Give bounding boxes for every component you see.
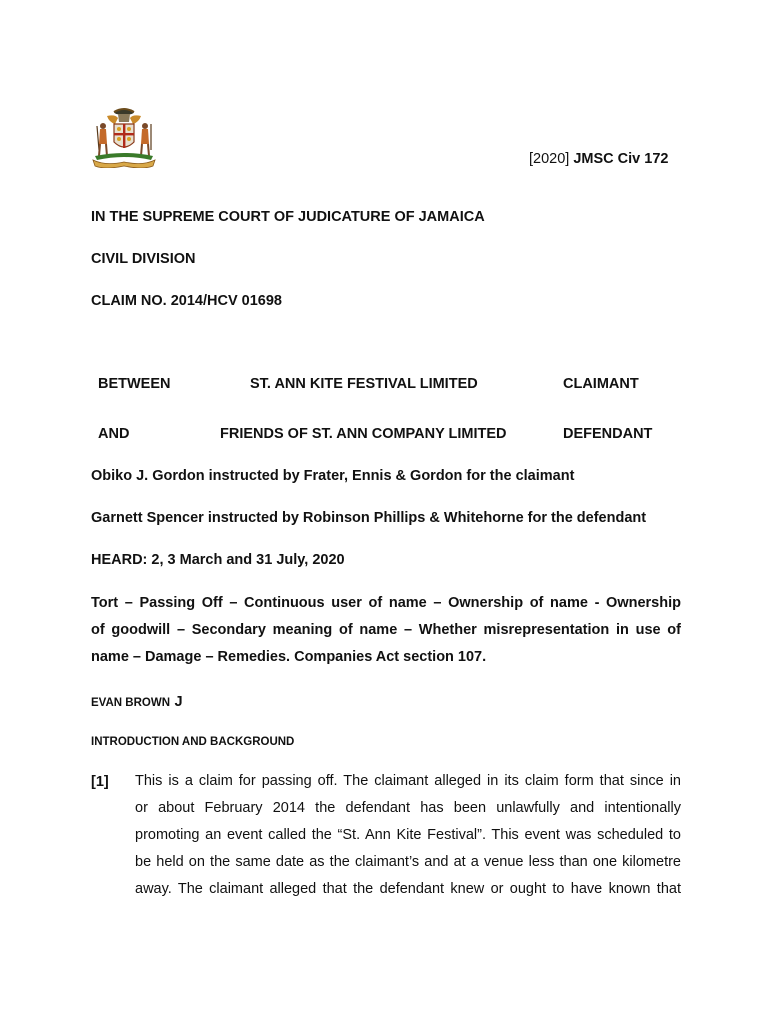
paragraph-line: or about February 2014 the defendant has been unlawfully and intentionally: [135, 800, 681, 816]
defendant-name: FRIENDS OF ST. ANN COMPANY LIMITED: [220, 426, 507, 442]
catchwords-line: Tort – Passing Off – Continuous user of name – Ownership of name - Ownership: [91, 595, 681, 611]
section-heading: INTRODUCTION AND BACKGROUND: [91, 736, 295, 748]
citation-year: [2020]: [529, 151, 570, 167]
judge-surname: EVAN BROWN: [91, 697, 171, 709]
judge-name: [91, 693, 183, 711]
party-role-and: AND: [98, 426, 130, 442]
party-role-between: BETWEEN: [98, 376, 171, 392]
neutral-citation: [529, 151, 668, 167]
claimant-counsel: Obiko J. Gordon instructed by Frater, Ennis & Gordon for the claimant: [91, 468, 575, 484]
catchwords-line: of goodwill – Secondary meaning of name – Whether misrepresentation in use of: [91, 622, 681, 638]
coat-of-arms-logo: [85, 104, 163, 168]
judge-title: J: [174, 694, 183, 710]
paragraph-line: be held on the same date as the claimant’s and at a venue less than one kilometre: [135, 854, 681, 870]
paragraph-line: away. The claimant alleged that the defendant knew or ought to have known that: [135, 881, 681, 897]
catchwords: [91, 590, 681, 671]
claim-number: CLAIM NO. 2014/HCV 01698: [91, 293, 282, 309]
paragraph-number: [1]: [91, 774, 109, 790]
catchwords-line: name – Damage – Remedies. Companies Act section 107.: [91, 649, 487, 665]
defendant-counsel: Garnett Spencer instructed by Robinson Phillips & Whitehorne for the defendant: [91, 510, 647, 526]
defendant-label: DEFENDANT: [563, 426, 653, 442]
citation-text: JMSC Civ 172: [569, 151, 669, 167]
division-heading: CIVIL DIVISION: [91, 251, 196, 267]
paragraph-line: promoting an event called the “St. Ann Kite Festival”. This event was scheduled to: [135, 827, 681, 843]
claimant-name: ST. ANN KITE FESTIVAL LIMITED: [250, 376, 478, 392]
paragraph-1: [135, 768, 681, 903]
court-heading: IN THE SUPREME COURT OF JUDICATURE OF JAMAICA: [91, 209, 485, 225]
claimant-label: CLAIMANT: [563, 376, 639, 392]
paragraph-line: This is a claim for passing off. The claimant alleged in its claim form that since in: [135, 773, 681, 789]
hearing-dates: HEARD: 2, 3 March and 31 July, 2020: [91, 552, 345, 568]
